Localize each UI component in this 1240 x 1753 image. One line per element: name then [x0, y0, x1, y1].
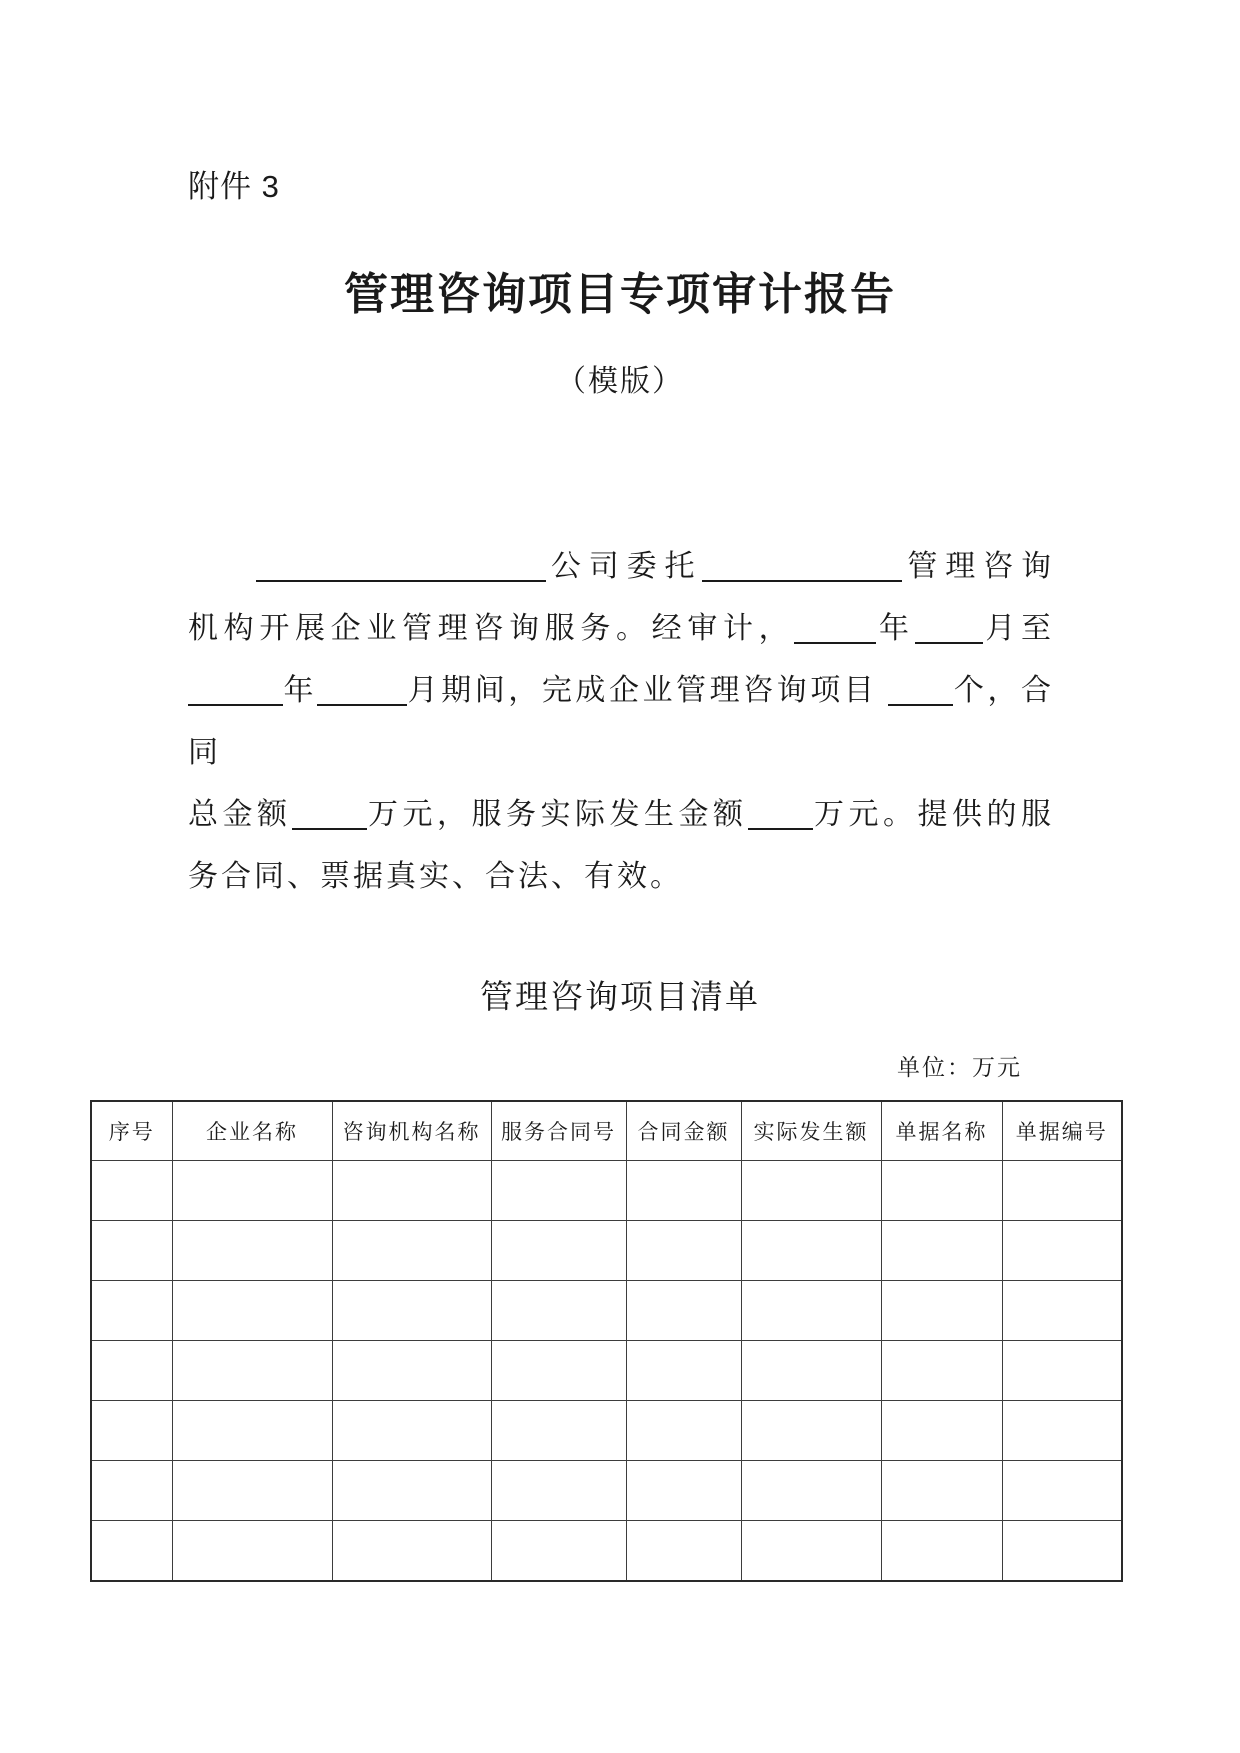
table-cell: [91, 1281, 172, 1341]
paragraph-text: 公司委托: [546, 550, 703, 583]
intro-paragraph: [188, 536, 1054, 908]
table-cell: [626, 1401, 741, 1461]
table-cell: [491, 1401, 626, 1461]
table-cell: [491, 1341, 626, 1401]
table-cell: [172, 1221, 332, 1281]
table-cell: [91, 1521, 172, 1582]
paragraph-text: 管理咨询: [902, 550, 1055, 583]
table-cell: [626, 1341, 741, 1401]
table-cell: [172, 1401, 332, 1461]
table-cell: [741, 1161, 881, 1221]
blank-field: [748, 828, 813, 830]
attachment-label: 附件 3: [188, 169, 280, 204]
table-cell: [172, 1341, 332, 1401]
table-cell: [626, 1521, 741, 1582]
blank-field: [915, 642, 983, 644]
paragraph-line: [188, 846, 1054, 908]
table-cell: [626, 1281, 741, 1341]
table-cell: [91, 1161, 172, 1221]
table-cell: [172, 1461, 332, 1521]
table-cell: [881, 1221, 1002, 1281]
table-cell: [332, 1161, 491, 1221]
table-cell: [1002, 1401, 1122, 1461]
paragraph-text: 总金额: [188, 798, 292, 831]
table-cell: [881, 1461, 1002, 1521]
table-row: [91, 1521, 1122, 1582]
paragraph-text: 机构开展企业管理咨询服务。经审计，: [188, 612, 795, 645]
paragraph-line: [188, 784, 1054, 846]
table-cell: [741, 1341, 881, 1401]
document-subtitle: （模版）: [556, 365, 684, 398]
table-cell: [1002, 1461, 1122, 1521]
table-cell: [172, 1521, 332, 1582]
table-cell: [491, 1461, 626, 1521]
table-cell: [741, 1401, 881, 1461]
table-cell: [626, 1221, 741, 1281]
table-cell: [626, 1461, 741, 1521]
blank-field: [888, 704, 953, 706]
paragraph-line: [188, 660, 1054, 784]
table-cell: [91, 1401, 172, 1461]
blank-field: [702, 580, 902, 582]
table-cell: [741, 1461, 881, 1521]
table-cell: [1002, 1161, 1122, 1221]
table-cell: [332, 1281, 491, 1341]
table-cell: [491, 1161, 626, 1221]
table-row: [91, 1281, 1122, 1341]
table-header-row: [91, 1101, 1122, 1161]
table-cell: [1002, 1521, 1122, 1582]
table-cell: [881, 1341, 1002, 1401]
table-row: [91, 1401, 1122, 1461]
section-title: 管理咨询项目清单: [480, 980, 760, 1016]
table-cell: [1002, 1341, 1122, 1401]
table-row: [91, 1221, 1122, 1281]
paragraph-text: 年: [283, 674, 318, 707]
blank-field: [317, 704, 407, 706]
paragraph-line: [188, 598, 1054, 660]
paragraph-text: 年: [876, 612, 915, 645]
blank-field: [292, 828, 367, 830]
table-cell: [491, 1281, 626, 1341]
table-cell: [172, 1281, 332, 1341]
blank-field: [188, 704, 283, 706]
column-header: 实际发生额: [741, 1101, 881, 1161]
paragraph-text: 务合同、票据真实、合法、有效。: [188, 860, 683, 893]
table-cell: [491, 1221, 626, 1281]
paragraph-line: [188, 536, 1054, 598]
table-cell: [1002, 1221, 1122, 1281]
column-header: 咨询机构名称: [332, 1101, 491, 1161]
table-cell: [332, 1521, 491, 1582]
column-header: 服务合同号: [491, 1101, 626, 1161]
projects-table: [90, 1100, 1123, 1582]
unit-label: 单位：万元: [897, 1055, 1022, 1080]
blank-field: [256, 580, 546, 582]
paragraph-text: 万元。提供的服: [812, 798, 1054, 831]
paragraph-text: 万元，服务实际发生金额: [366, 798, 748, 831]
table-cell: [626, 1161, 741, 1221]
table-cell: [91, 1221, 172, 1281]
table-row: [91, 1461, 1122, 1521]
paragraph-text: 个，合同: [188, 674, 1055, 769]
table-cell: [491, 1521, 626, 1582]
column-header: 单据名称: [881, 1101, 1002, 1161]
table-cell: [91, 1341, 172, 1401]
table-body: [91, 1161, 1122, 1582]
blank-field: [794, 642, 876, 644]
table-cell: [881, 1161, 1002, 1221]
table-cell: [741, 1281, 881, 1341]
table-cell: [881, 1281, 1002, 1341]
table-cell: [172, 1161, 332, 1221]
table-cell: [1002, 1281, 1122, 1341]
column-header: 合同金额: [626, 1101, 741, 1161]
table-cell: [741, 1521, 881, 1582]
table-cell: [881, 1401, 1002, 1461]
table-cell: [332, 1461, 491, 1521]
table-cell: [91, 1461, 172, 1521]
column-header: 企业名称: [172, 1101, 332, 1161]
document-title: 管理咨询项目专项审计报告: [344, 270, 896, 319]
table-row: [91, 1341, 1122, 1401]
paragraph-text: 月至: [982, 612, 1055, 645]
column-header: 单据编号: [1002, 1101, 1122, 1161]
table-cell: [332, 1401, 491, 1461]
table-row: [91, 1161, 1122, 1221]
table-cell: [881, 1521, 1002, 1582]
table-cell: [332, 1341, 491, 1401]
table-cell: [741, 1221, 881, 1281]
paragraph-text: 月期间，完成企业管理咨询项目: [407, 674, 889, 707]
table-cell: [332, 1221, 491, 1281]
column-header: 序号: [91, 1101, 172, 1161]
